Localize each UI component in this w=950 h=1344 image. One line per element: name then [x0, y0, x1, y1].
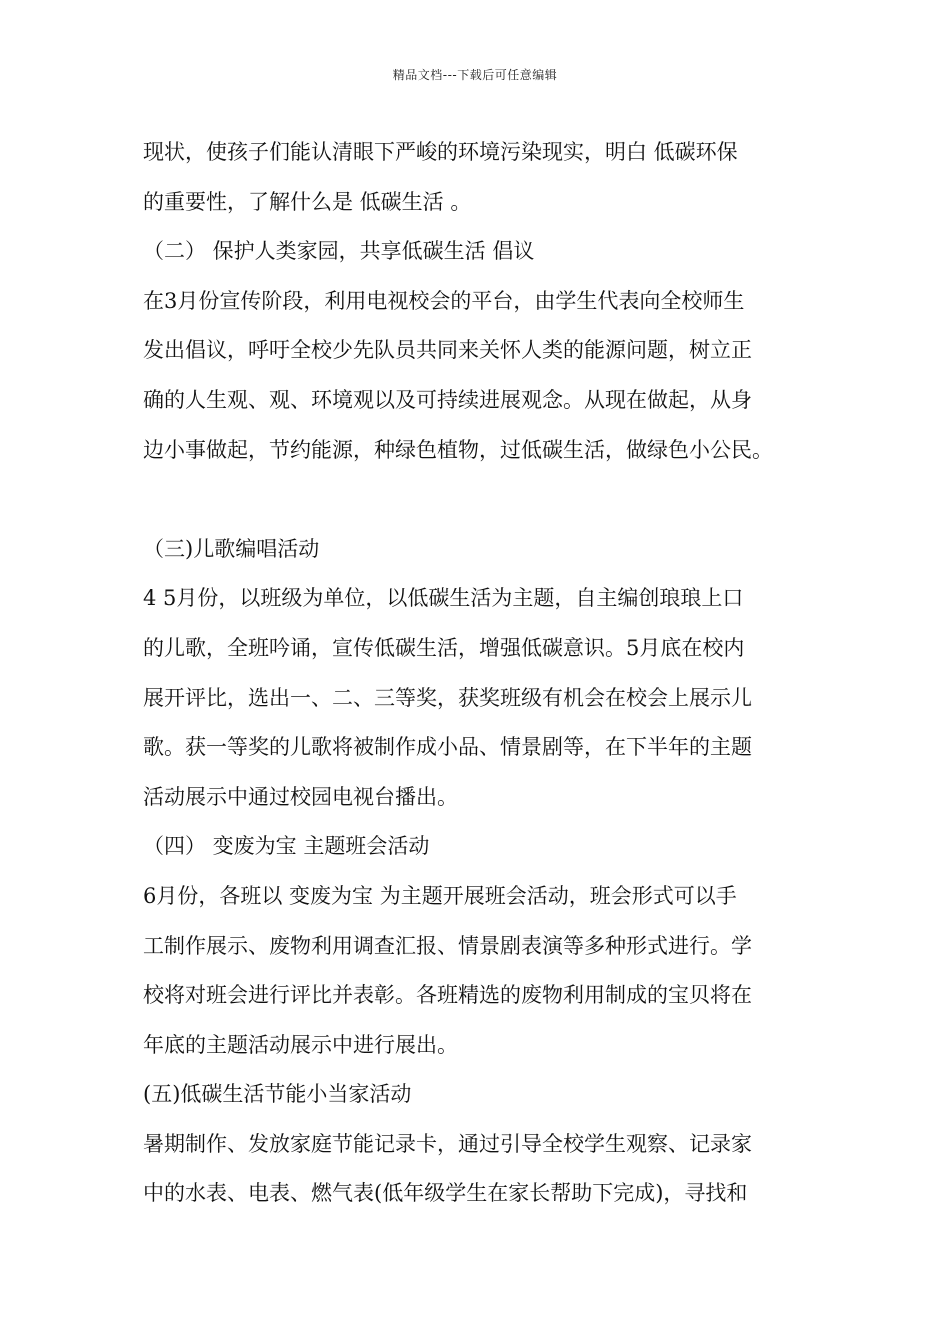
paragraph-line: 中的水表、电表、燃气表(低年级学生在家长帮助下完成)，寻找和 — [143, 1181, 748, 1206]
section-heading: （二） 保护人类家园，共享低碳生活 倡议 — [143, 239, 535, 264]
paragraph-line: 活动展示中通过校园电视台播出。 — [143, 784, 458, 809]
paragraph-line: 的重要性，了解什么是 低碳生活 。 — [143, 189, 472, 214]
document-body — [143, 128, 833, 1219]
paragraph-line: 展开评比，选出一、二、三等奖，获奖班级有机会在校会上展示儿 — [143, 685, 752, 710]
paragraph-line: 发出倡议，呼吁全校少先队员共同来关怀人类的能源问题，树立正 — [143, 338, 752, 363]
paragraph-line: 年底的主题活动展示中进行展出。 — [143, 1032, 458, 1057]
paragraph-line: 暑期制作、发放家庭节能记录卡，通过引导全校学生观察、记录家 — [143, 1131, 752, 1156]
paragraph-line: 歌。获一等奖的儿歌将被制作成小品、情景剧等，在下半年的主题 — [143, 735, 752, 760]
section-heading: （四） 变废为宝 主题班会活动 — [143, 834, 430, 859]
paragraph-line: 的儿歌，全班吟诵，宣传低碳生活，增强低碳意识。5月底在校内 — [143, 635, 745, 660]
section-heading: (五)低碳生活节能小当家活动 — [143, 1082, 412, 1107]
paragraph-line: 确的人生观、观、环境观以及可持续进展观念。从现在做起，从身 — [143, 387, 752, 412]
paragraph-line: 6月份，各班以 变废为宝 为主题开展班会活动，班会形式可以手 — [143, 883, 737, 908]
paragraph-line: 工制作展示、废物利用调查汇报、情景剧表演等多种形式进行。学 — [143, 933, 752, 958]
paragraph-line: 4 5月份，以班级为单位，以低碳生活为主题，自主编创琅琅上口 — [143, 586, 744, 611]
section-heading: （三)儿歌编唱活动 — [143, 536, 320, 561]
paragraph-line: 边小事做起，节约能源，种绿色植物，过低碳生活，做绿色小公民。 — [143, 437, 773, 462]
paragraph-line: 校将对班会进行评比并表彰。各班精选的废物利用制成的宝贝将在 — [143, 983, 752, 1008]
page-header: 精品文档---下载后可任意编辑 — [392, 68, 558, 82]
paragraph-line: 在3月份宣传阶段，利用电视校会的平台，由学生代表向全校师生 — [143, 288, 745, 313]
blank-line — [143, 475, 833, 525]
paragraph-line: 现状，使孩子们能认清眼下严峻的环境污染现实，明白 低碳环保 — [143, 140, 738, 164]
